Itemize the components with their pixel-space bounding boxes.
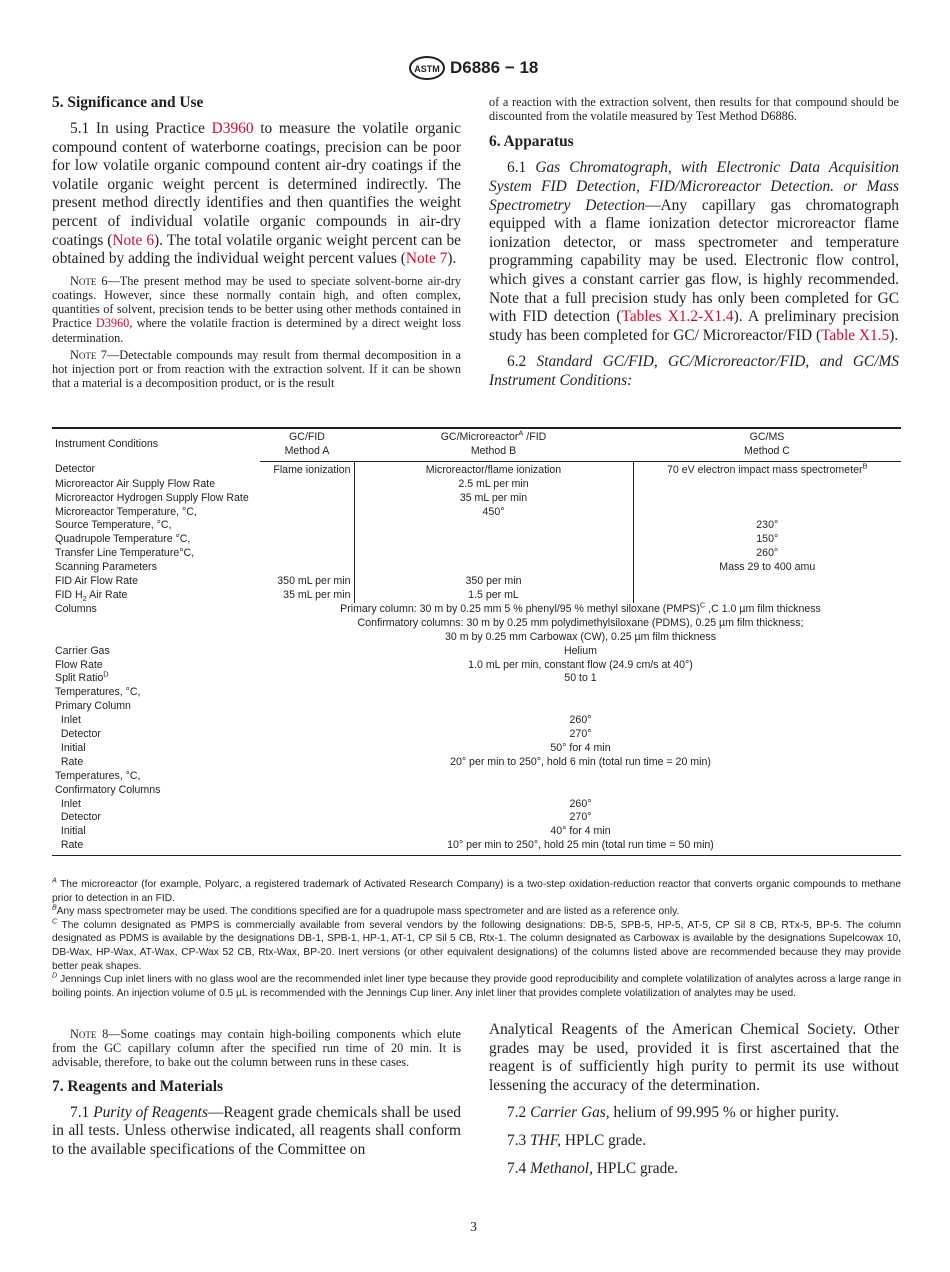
column-header — [633, 428, 901, 445]
value-text: Helium — [564, 644, 597, 657]
row-label-text: Inlet — [55, 714, 81, 727]
page-number: 3 — [470, 1220, 477, 1235]
row-label-text: Flow Rate — [55, 658, 103, 671]
row-label-text: Air Rate — [86, 588, 128, 601]
row-label — [52, 784, 260, 798]
column-name-suffix: /FID — [523, 431, 547, 443]
text-run: 7—Detectable compounds may result from thermal decomposition in a hot injection port or from reaction with the extraction solvent. If it can be shown that a material is a decomposition product, or is the result — [52, 347, 461, 391]
method-b-value — [354, 561, 633, 575]
table-row — [52, 825, 901, 839]
value-text: 50° for 4 min — [550, 741, 611, 754]
section-heading: 6. Apparatus — [489, 133, 574, 151]
column-header — [354, 428, 633, 445]
column-name: GC/Microreactor — [440, 431, 519, 443]
spanning-value — [260, 742, 901, 756]
column-header — [260, 428, 354, 445]
paragraph-7-3 — [489, 1132, 899, 1151]
table-row — [52, 561, 901, 575]
section-heading: 5. Significance and Use — [52, 94, 204, 111]
row-label-text: Rate — [55, 755, 84, 768]
column-name: GC/MS — [749, 431, 785, 443]
value-text: 150° — [756, 533, 779, 546]
row-label — [52, 700, 260, 714]
footnote-mark: D — [103, 669, 109, 679]
row-label — [52, 714, 260, 728]
row-label-text: Transfer Line Temperature°C, — [55, 547, 195, 560]
text-run: ). — [447, 250, 457, 268]
spanning-value — [260, 839, 901, 855]
table-row — [52, 756, 901, 770]
table-row — [52, 631, 901, 645]
method-a-value: 350 mL per min — [277, 575, 351, 588]
note-7-continued — [489, 95, 899, 123]
cross-reference-link[interactable]: D3960 — [95, 316, 130, 331]
spanning-value — [260, 617, 901, 631]
method-c-value — [633, 492, 901, 506]
spanning-value — [260, 811, 901, 825]
left-column-bottom — [52, 1027, 461, 1164]
text-run: —Any capillary gas chromatograph equipped with a flame ionization detector microreactor flame ionization detector, or mass spectrometer and temperature programming capability may be used. Electronic flow control, which gives a constant carrier gas flow, is highly recommended. Note that a full precision study has only been completed for GC with FID detection ( — [489, 196, 899, 326]
row-label-text: Rate — [55, 839, 84, 852]
row-label — [52, 589, 260, 603]
row-label — [52, 742, 260, 756]
row-label — [52, 811, 260, 825]
method-c-value — [633, 561, 901, 575]
section-heading: 7. Reagents and Materials — [52, 1077, 223, 1095]
svg-text:ASTM: ASTM — [414, 64, 440, 74]
spanning-value — [260, 686, 901, 700]
row-label-text: Columns — [55, 602, 97, 615]
text-run: Purity of Reagents — [93, 1103, 208, 1121]
table-row — [52, 672, 901, 686]
method-b-value: 35 mL per min — [354, 492, 633, 506]
row-label-text: Initial — [55, 825, 86, 838]
spanning-value — [260, 600, 901, 617]
text-run: Analytical Reagents of the American Chemical Society. Other grades may be used, provided it is first ascertained that the reagent is of sufficiently high purity to permit its use without lessening the accuracy of the determination. — [489, 1021, 899, 1094]
value-text: 30 m by 0.25 mm Carbowax (CW), 0.25 µm film thickness — [444, 630, 717, 643]
footnote-c — [52, 919, 901, 973]
text-run: Standard GC/FID, GC/Microreactor/FID, and GC/MS Instrument Conditions: — [489, 353, 899, 389]
method-a-value: Flame ionization — [273, 463, 351, 476]
text-run: to measure the volatile organic compound content of waterborne coatings, precision can be poor for low volatile organic compound content air-dry coatings if the volatile organic weight percent is determined indirectly. The present method directly identifies and then quantifies the weight percent of individual volatile organic compounds in air-dry coatings ( — [52, 120, 461, 249]
footnote-text: Jennings Cup inlet liners with no glass wool are the recommended inlet liner type because they provide good reproducibility and complete volatilization of analytes across a large range in boiling points. An injection volume of 0.5 µL is recommended with the Jennings Cup liner. Any inlet liner that provides complete volatilization of analytes may be used. — [52, 974, 901, 999]
row-label-text: Microreactor Hydrogen Supply Flow Rate — [55, 491, 249, 504]
row-label — [52, 519, 260, 533]
table-row — [52, 478, 901, 492]
header-instrument-conditions: Instrument Conditions — [55, 438, 159, 451]
table-row — [52, 811, 901, 825]
row-label — [52, 617, 260, 631]
table-row — [52, 784, 901, 798]
right-column-bottom — [489, 1021, 899, 1183]
method-b-value — [354, 519, 633, 533]
value-text: Mass 29 to 400 amu — [719, 561, 816, 574]
text-run: Note — [70, 1027, 97, 1041]
value-text: 1.0 mL per min, constant flow (24.9 cm/s at 40°) — [468, 658, 693, 671]
row-label — [52, 669, 260, 686]
row-label — [52, 575, 260, 589]
text-run: helium of 99.995 % or higher purity. — [609, 1104, 840, 1122]
method-a-value — [260, 492, 354, 506]
table-row — [52, 492, 901, 506]
text-run: —Reagent grade chemicals shall be used in all tests. Unless otherwise indicated, all reagents shall conform to the available specifications of the Committee on — [52, 1103, 461, 1158]
method-c-value — [633, 506, 901, 520]
cross-reference-link[interactable]: Note 6 — [112, 231, 155, 249]
spanning-value — [260, 728, 901, 742]
column-name: GC/FID — [289, 431, 325, 443]
text-run: Carrier Gas, — [530, 1104, 610, 1122]
text-run: Note — [70, 347, 97, 362]
method-b-value: 350 per min — [354, 575, 633, 589]
text-run: 7.2 — [507, 1104, 531, 1122]
table-row — [52, 700, 901, 714]
paragraph-7-1 — [52, 1104, 461, 1160]
footnote-mark: A — [518, 428, 524, 438]
text-run: THF, — [530, 1131, 562, 1149]
spanning-value — [260, 714, 901, 728]
method-c-value — [633, 575, 901, 589]
table-row — [52, 686, 901, 700]
astm-logo-icon — [408, 56, 446, 80]
table-row — [52, 742, 901, 756]
row-label-text: Detector — [55, 463, 96, 476]
spanning-value — [260, 798, 901, 812]
table-row — [52, 547, 901, 561]
text-run: 7.3 — [507, 1131, 531, 1149]
row-label — [52, 839, 260, 855]
method-b-value: 2.5 mL per min — [354, 478, 633, 492]
row-label — [52, 659, 260, 673]
instrument-conditions-table — [52, 427, 901, 856]
row-label-text: Microreactor Temperature, °C, — [55, 505, 197, 518]
row-label — [52, 506, 260, 520]
text-run: 7.4 — [507, 1159, 531, 1177]
table-row — [52, 645, 901, 659]
method-a-value — [260, 519, 354, 533]
note-6 — [52, 274, 461, 345]
row-label — [52, 478, 260, 492]
text-run: Methanol, — [530, 1159, 593, 1177]
row-label-text: Detector — [55, 728, 101, 741]
table-row — [52, 714, 901, 728]
value-text: 20° per min to 250°, hold 6 min (total run time = 20 min) — [450, 755, 711, 768]
value-text: 260° — [569, 714, 592, 727]
method-a-value — [260, 506, 354, 520]
text-run: 6—The present method may be used to speciate solvent-borne air-dry coatings. However, since these normally contain high, and often complex, quantities of solvent, precision tends to be better using other methods contained in Practice — [52, 273, 461, 331]
paragraph-6-1 — [489, 159, 899, 345]
value-text: ,C 1.0 µm film thickness — [705, 602, 821, 615]
text-run: ). — [889, 326, 899, 344]
table-row — [52, 617, 901, 631]
paragraph-6-2 — [489, 353, 899, 390]
row-label — [52, 770, 260, 784]
subscript: 2 — [82, 594, 87, 604]
row-label-text: Scanning Parameters — [55, 561, 157, 574]
table-row — [52, 728, 901, 742]
row-label-text: Quadrupole Temperature °C, — [55, 533, 191, 546]
row-label — [52, 756, 260, 770]
text-run: Gas Chromatograph, with Electronic Data Acquisition System FID Detection, FID/Microreactor Detection. or Mass Spectrometry Detection — [489, 159, 899, 214]
footnote-mark: B — [862, 461, 868, 471]
table-row — [52, 770, 901, 784]
spanning-value — [260, 631, 901, 645]
row-label-text: FID H — [55, 588, 83, 601]
table-row — [52, 589, 901, 603]
spanning-value — [260, 672, 901, 686]
footnote-text: The microreactor (for example, Polyarc, a registered trademark of Activated Research Company) is a two-step oxidation-reduction reactor that converts organic compounds to methane prior to detection in an FID. — [52, 879, 901, 904]
method-c-value — [633, 461, 901, 477]
method-label: Method B — [354, 445, 633, 461]
row-label — [52, 728, 260, 742]
footnote-d — [52, 973, 901, 1000]
table-row — [52, 533, 901, 547]
row-label — [52, 631, 260, 645]
method-b-value: 1.5 per mL — [354, 589, 633, 603]
footnote-mark: B — [52, 903, 57, 912]
footnote-b — [52, 905, 901, 919]
document-designation: D6886 − 18 — [450, 58, 539, 77]
row-label — [52, 561, 260, 575]
spanning-value — [260, 825, 901, 839]
right-column-top — [489, 95, 899, 396]
table-row — [52, 798, 901, 812]
text-run: Note — [70, 273, 97, 288]
table-row — [52, 519, 901, 533]
method-b-value: 450° — [354, 506, 633, 520]
footnote-mark: D — [52, 971, 58, 980]
text-run: 6.1 — [507, 159, 536, 177]
method-a-value: 35 mL per min — [283, 588, 351, 601]
row-label — [52, 825, 260, 839]
table-row — [52, 839, 901, 855]
cross-reference-link[interactable]: Table X1.5 — [821, 326, 890, 344]
text-run: 5.1 In using Practice — [70, 120, 212, 137]
method-a-value — [260, 561, 354, 575]
row-label — [52, 603, 260, 617]
method-label: Method C — [633, 445, 901, 461]
spanning-value — [260, 784, 901, 798]
table-row — [52, 461, 901, 477]
cross-reference-link[interactable]: D3960 — [211, 120, 254, 137]
row-label — [52, 686, 260, 700]
row-label-text: Split Ratio — [55, 672, 104, 685]
row-label-text: Initial — [55, 741, 86, 754]
text-run: of a reaction with the extraction solvent, then results for that compound should be discounted from the volatile measured by Test Method D6886. — [489, 95, 899, 124]
row-label-text: FID Air Flow Rate — [55, 575, 139, 588]
note-8 — [52, 1027, 461, 1070]
footnote-a — [52, 878, 901, 905]
paragraph-5-1 — [52, 120, 461, 269]
footnote-text: Any mass spectrometer may be used. The conditions specified are for a quadrupole mass spectrometer and are listed as a reference only. — [56, 906, 680, 918]
paragraph-7-4 — [489, 1160, 899, 1179]
method-b-value — [354, 547, 633, 561]
spanning-value — [260, 659, 901, 673]
value-text: 270° — [569, 811, 592, 824]
row-label-text: Carrier Gas — [55, 644, 110, 657]
text-run: HPLC grade. — [561, 1131, 647, 1149]
method-a-value — [260, 478, 354, 492]
value-text: 260° — [756, 547, 779, 560]
value-text: 10° per min to 250°, hold 25 min (total run time = 50 min) — [447, 839, 714, 852]
page-header — [408, 56, 538, 80]
value-text: Confirmatory columns: 30 m by 0.25 mm polydimethylsiloxane (PDMS), 0.25 µm film thickness; — [357, 616, 804, 629]
method-c-value — [633, 547, 901, 561]
text-run: ). A preliminary precision study has been completed for GC/ Microreactor/FID ( — [489, 308, 899, 344]
method-a-value — [260, 547, 354, 561]
table-row — [52, 603, 901, 617]
cross-reference-link[interactable]: Note 7 — [405, 250, 448, 268]
value-text: 40° for 4 min — [550, 825, 611, 838]
row-label-text: Temperatures, °C, — [55, 769, 141, 782]
row-label-text: Inlet — [55, 797, 81, 810]
value-text: 270° — [569, 728, 592, 741]
method-a-value — [260, 533, 354, 547]
row-label — [52, 645, 260, 659]
text-run: 6.2 — [507, 353, 537, 371]
paragraph-7-2 — [489, 1104, 899, 1123]
value-text: Primary column: 30 m by 0.25 mm 5 % phenyl/95 % methyl siloxane (PMPS) — [340, 602, 700, 615]
row-label — [52, 461, 260, 477]
table-row — [52, 659, 901, 673]
text-run: HPLC grade. — [592, 1159, 678, 1177]
row-label-text: Detector — [55, 811, 101, 824]
row-label-text: Primary Column — [55, 700, 131, 713]
table-row — [52, 506, 901, 520]
footnote-mark: C — [699, 600, 706, 610]
method-b-value: Microreactor/flame ionization — [354, 461, 633, 477]
method-c-value — [633, 589, 901, 603]
row-label-text: Source Temperature, °C, — [55, 519, 172, 532]
paragraph-7-1-continued — [489, 1021, 899, 1095]
value-text: 70 eV electron impact mass spectrometer — [667, 463, 863, 476]
row-label — [52, 492, 260, 506]
note-7 — [52, 348, 461, 391]
value-text: 260° — [569, 797, 592, 810]
value-text: 50 to 1 — [564, 672, 597, 685]
spanning-value — [260, 700, 901, 714]
footnote-text: The column designated as PMPS is commercially available from several vendors by the following designations: DB-5, SPB-5, HP-5, AT-5, CP Sil 8 CB, RTx-5, BP-5. The column designated as PDMS is available by the designations DB-1, SPB-1, HP-1, AT-1, CP Sil 5 CB, Rtx-1. The column designated as Carbowax is available by the designations Supelcowax 10, DB-Wax, HP-Wax, AT-Wax, CP-Wax 52 CB, Rtx-Wax, BP-20. Inert versions (or other equivalent designations) of the columns listed above are recommended because they may provide better peak shapes. — [52, 919, 901, 972]
row-label-text: Confirmatory Columns — [55, 783, 161, 796]
text-run: 7.1 — [70, 1103, 94, 1121]
text-run: , where the volatile fraction is determined by a direct weight loss determination. — [52, 316, 461, 345]
footnote-mark: C — [52, 917, 58, 926]
row-label-text: Temperatures, °C, — [55, 686, 141, 699]
spanning-value — [260, 645, 901, 659]
method-c-value — [633, 519, 901, 533]
row-label-text: Microreactor Air Supply Flow Rate — [55, 477, 216, 490]
method-c-value — [633, 478, 901, 492]
method-b-value — [354, 533, 633, 547]
text-run: 8—Some coatings may contain high-boiling components which elute from the GC capillary column after the specified run time of 20 min. It is advisable, therefore, to bake out the column between runs in these cases. — [52, 1027, 461, 1070]
table-header-row — [52, 428, 901, 445]
row-label — [52, 798, 260, 812]
footnote-mark: A — [52, 876, 57, 885]
table-footnotes — [52, 878, 901, 1000]
text-run: ). The total volatile organic weight percent can be obtained by adding the individual weight percent values ( — [52, 231, 461, 268]
value-text: 230° — [756, 519, 779, 532]
left-column-top — [52, 94, 461, 393]
row-label — [52, 547, 260, 561]
method-c-value — [633, 533, 901, 547]
method-label: Method A — [260, 445, 354, 461]
cross-reference-link[interactable]: Tables X1.2-X1.4 — [621, 308, 734, 326]
row-label — [52, 533, 260, 547]
table-row — [52, 575, 901, 589]
spanning-value — [260, 756, 901, 770]
spanning-value — [260, 770, 901, 784]
